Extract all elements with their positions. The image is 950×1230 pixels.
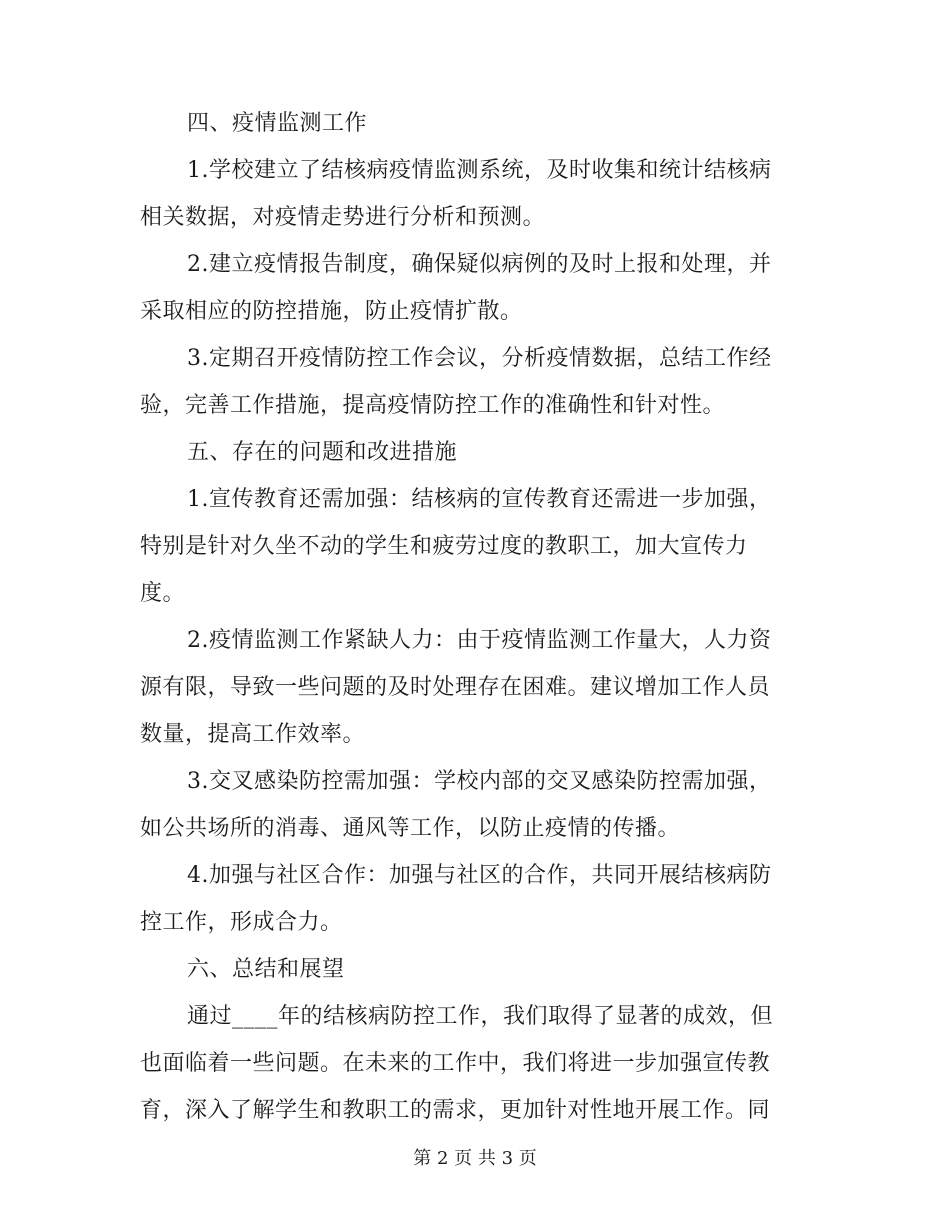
- text-line: 数量，提高工作效率。: [140, 722, 366, 747]
- text-line: 控工作，形成合力。: [140, 910, 343, 935]
- text-line: 五、存在的问题和改进措施: [187, 440, 458, 465]
- text-line: 四、疫情监测工作: [187, 111, 368, 136]
- text-line: 育，深入了解学生和教职工的需求，更加针对性地开展工作。同: [140, 1098, 771, 1123]
- text-line: 六、总结和展望: [187, 957, 345, 982]
- text-line: 源有限，导致一些问题的及时处理存在困难。建议增加工作人员: [140, 675, 771, 700]
- text-line: 采取相应的防控措施，防止疫情扩散。: [140, 299, 523, 324]
- text-line: 也面临着一些问题。在未来的工作中，我们将进一步加强宣传教: [140, 1051, 771, 1076]
- text-line: 验，完善工作措施，提高疫情防控工作的准确性和针对性。: [140, 393, 726, 418]
- page-footer: 第 2 页 共 3 页: [413, 1148, 537, 1169]
- text-line: 3.交叉感染防控需加强：学校内部的交叉感染防控需加强，: [187, 769, 772, 794]
- text-line: 3.定期召开疫情防控工作会议，分析疫情数据，总结工作经: [187, 346, 772, 371]
- document-body: [140, 100, 810, 1134]
- text-line: 1.宣传教育还需加强：结核病的宣传教育还需进一步加强，: [187, 487, 772, 512]
- text-line: 度。: [140, 581, 186, 606]
- text-line: 特别是针对久坐不动的学生和疲劳过度的教职工，加大宣传力: [140, 534, 748, 559]
- text-line: 4.加强与社区合作：加强与社区的合作，共同开展结核病防: [187, 863, 772, 888]
- text-line: 相关数据，对疫情走势进行分析和预测。: [140, 205, 546, 230]
- text-line: 如公共场所的消毒、通风等工作，以防止疫情的传播。: [140, 816, 681, 841]
- text-line: 1.学校建立了结核病疫情监测系统，及时收集和统计结核病: [187, 158, 772, 183]
- text-line: 2.建立疫情报告制度，确保疑似病例的及时上报和处理，并: [187, 252, 772, 277]
- text-line: 通过____年的结核病防控工作，我们取得了显著的成效，但: [187, 1004, 774, 1029]
- text-line: 2.疫情监测工作紧缺人力：由于疫情监测工作量大，人力资: [187, 628, 772, 653]
